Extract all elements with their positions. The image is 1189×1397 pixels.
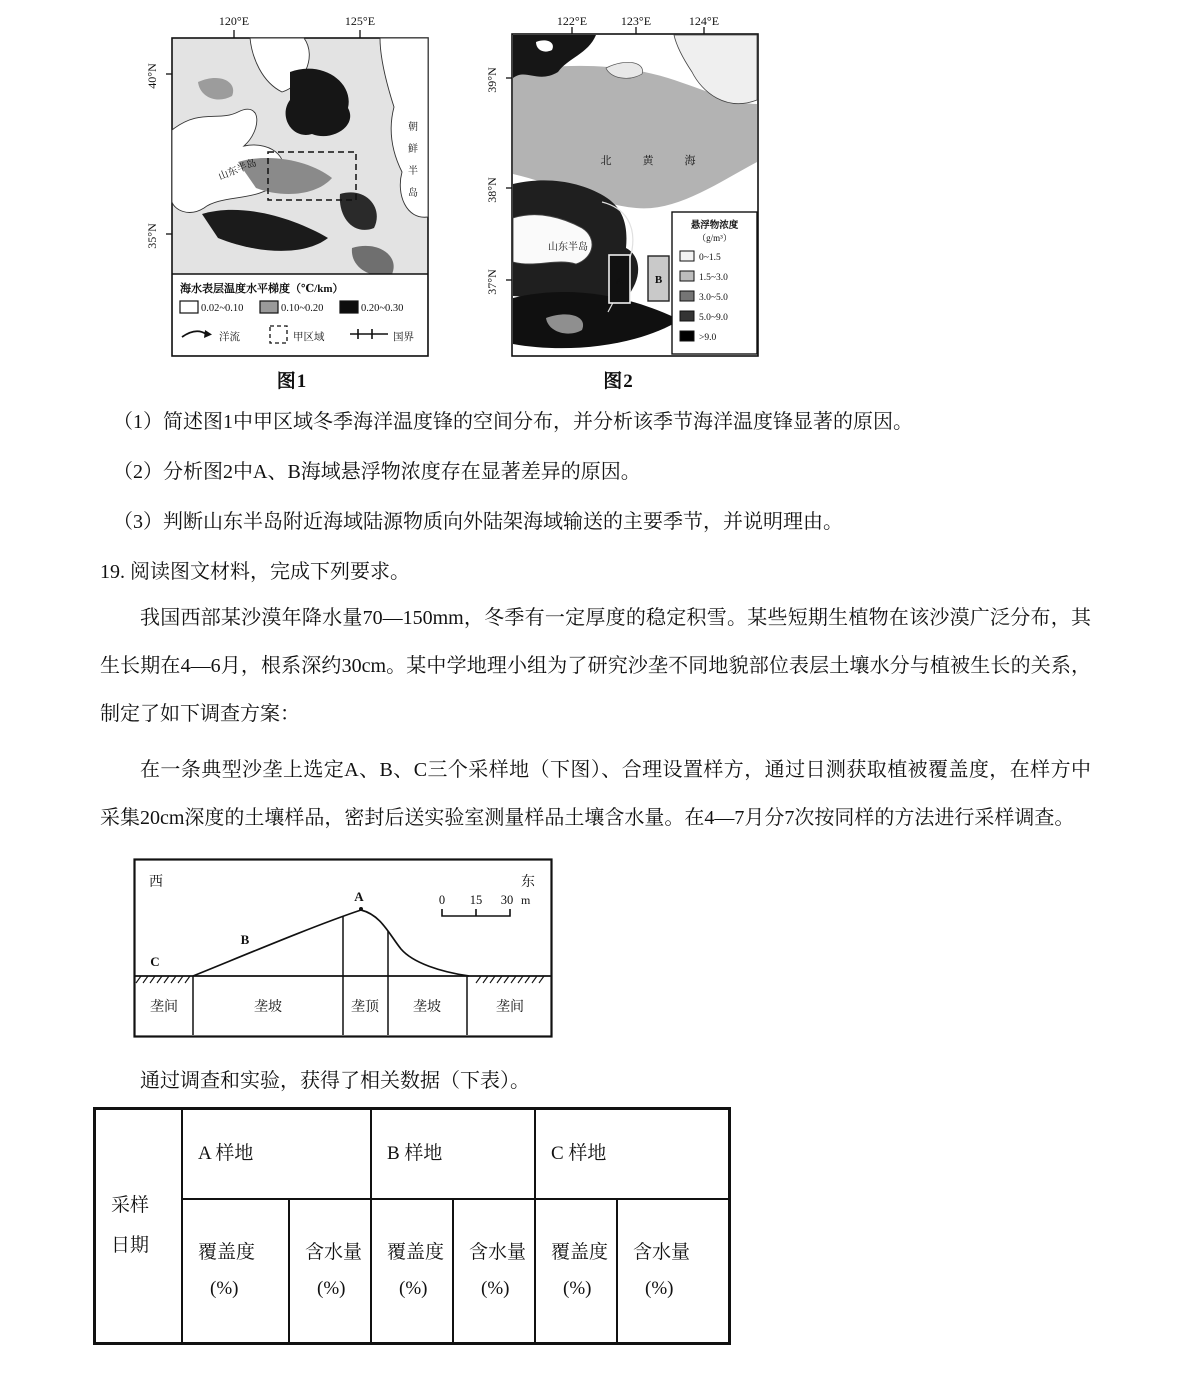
table-subheader-b-water: 含水量 (%) (453, 1199, 535, 1344)
map1-label-shandong: 山东半岛 (217, 157, 259, 183)
passage-paragraph-1: 我国西部某沙漠年降水量70—150mm，冬季有一定厚度的稳定积雪。某些短期生植物在该沙漠广泛分布，其生长期在4—6月，根系深约30cm。某中学地理小组为了研究沙垄不同地貌部位表层土壤水分与植被生长的关系，制定了如下调查方案： (100, 607, 1091, 725)
question-2: （2）分析图2中A、B海域悬浮物浓度存在显著差异的原因。 (113, 461, 641, 483)
legend-swatch (260, 301, 278, 313)
legend-class-label: 0~1.5 (699, 253, 721, 263)
dune-west-label: 西 (149, 875, 163, 890)
map1-lon-125e: 125°E (344, 14, 376, 28)
zone-label: 垄顶 (351, 1000, 379, 1015)
map1-korea-char: 半 (408, 166, 418, 177)
table-group-b: B 样地 (371, 1109, 535, 1200)
zone-label: 垄间 (150, 1000, 178, 1015)
map2-sea-char: 北 (600, 155, 612, 167)
map2-sea-char: 海 (684, 155, 696, 167)
map1-sst-gradient (142, 12, 442, 364)
map2-sea-char: 黄 (642, 155, 654, 167)
map1-legend-classes (180, 301, 403, 314)
map1-lat-35n: 35°N (145, 223, 159, 249)
site-b-label: B (240, 932, 250, 947)
legend-class-label: 0.10~0.20 (281, 303, 324, 314)
passage-paragraph-3: 通过调查和实验，获得了相关数据（下表）。 (140, 1070, 530, 1092)
map2-suspended-sediment (476, 12, 761, 364)
scale-tick-label: 15 (469, 893, 483, 907)
site-a-marker (359, 907, 363, 911)
legend-swatch (680, 331, 694, 341)
map1-legend-title: 海水表层温度水平梯度（℃/km） (180, 283, 344, 295)
figure-2 (476, 12, 761, 393)
question-19-heading (100, 559, 1091, 586)
question-19-number: 19. (100, 561, 125, 583)
map1-korea-char: 朝 (408, 122, 418, 133)
legend-swatch (680, 291, 694, 301)
figure-1 (142, 12, 442, 393)
table-group-c: C 样地 (535, 1109, 730, 1200)
zone-label: 垄坡 (254, 1000, 282, 1015)
scale-unit-label: m (521, 893, 531, 907)
sampling-data-table (93, 1107, 731, 1345)
legend-symbol-label: 国界 (393, 332, 414, 343)
question-block (100, 409, 1091, 842)
legend-class-label: >9.0 (699, 333, 717, 343)
question-3: （3）判断山东半岛附近海域陆源物质向外陆架海域输送的主要季节，并说明理由。 (113, 511, 843, 533)
table-subheader-c-cover: 覆盖度 (%) (535, 1199, 617, 1344)
passage-paragraph-2: 在一条典型沙垄上选定A、B、C三个采样地（下图）、合理设置样方，通过日测获取植被覆盖度，在样方中采集20cm深度的土壤样品，密封后送实验室测量样品土壤含水量。在4—7月分7次按同样的方法进行采样调查。 (100, 759, 1091, 829)
legend-swatch (180, 301, 198, 313)
map2-lat-37n: 37°N (485, 269, 499, 295)
map1-lon-120e: 120°E (218, 14, 250, 28)
dune-cross-section (133, 858, 553, 1038)
legend-symbol-label: 洋流 (219, 332, 240, 343)
figure2-caption: 图2 (603, 371, 634, 392)
legend-symbol-label: 甲区域 (293, 332, 325, 343)
legend-class-label: 0.02~0.10 (201, 303, 244, 314)
table-subheader-c-water: 含水量 (%) (617, 1199, 730, 1344)
site-c-label: C (150, 954, 160, 969)
legend-class-label: 3.0~5.0 (699, 293, 728, 303)
map2-lon-122e: 122°E (556, 14, 588, 28)
map2-label-shandong: 山东半岛 (548, 242, 588, 253)
table-group-a: A 样地 (182, 1109, 371, 1200)
scale-tick-label: 30 (500, 893, 514, 907)
map1-korea-char: 岛 (408, 188, 418, 199)
map2-lon-124e: 124°E (688, 14, 720, 28)
legend-class-label: 0.20~0.30 (361, 303, 404, 314)
dune-east-label: 东 (521, 875, 535, 890)
question-1: （1）简述图1中甲区域冬季海洋温度锋的空间分布，并分析该季节海洋温度锋显著的原因。 (113, 411, 913, 433)
table-subheader-a-water: 含水量 (%) (289, 1199, 371, 1344)
legend-swatch (340, 301, 358, 313)
table-corner-cell (95, 1109, 183, 1344)
scale-tick-label: 0 (438, 893, 446, 907)
map2-legend-unit: （g/m³） (697, 233, 732, 243)
table-subheader-b-cover: 覆盖度 (%) (371, 1199, 453, 1344)
site-a-label: A (354, 889, 364, 904)
legend-swatch (680, 251, 694, 261)
map2-lon-123e: 123°E (620, 14, 652, 28)
map2-area-b-label: B (654, 274, 663, 286)
legend-class-label: 1.5~3.0 (699, 273, 728, 283)
corner-label: 采样日期 (111, 1195, 150, 1256)
legend-class-label: 5.0~9.0 (699, 313, 728, 323)
map2-lat-38n: 38°N (485, 177, 499, 203)
question-19-text: 阅读图文材料，完成下列要求。 (130, 561, 410, 583)
table-subheader-a-cover: 覆盖度 (%) (182, 1199, 289, 1344)
map1-lat-40n: 40°N (145, 63, 159, 89)
figure1-caption: 图1 (276, 371, 308, 392)
dune-figure (133, 858, 1189, 1043)
zone-label: 垄坡 (413, 1000, 441, 1015)
map2-legend-title: 悬浮物浓度 (690, 221, 739, 231)
legend-swatch (680, 311, 694, 321)
map2-lat-39n: 39°N (485, 67, 499, 93)
figures-row (0, 0, 1189, 393)
map2-area-a-label: A (615, 275, 624, 287)
map1-korea-char: 鲜 (408, 144, 418, 155)
zone-label: 垄间 (496, 1000, 524, 1015)
legend-swatch (680, 271, 694, 281)
